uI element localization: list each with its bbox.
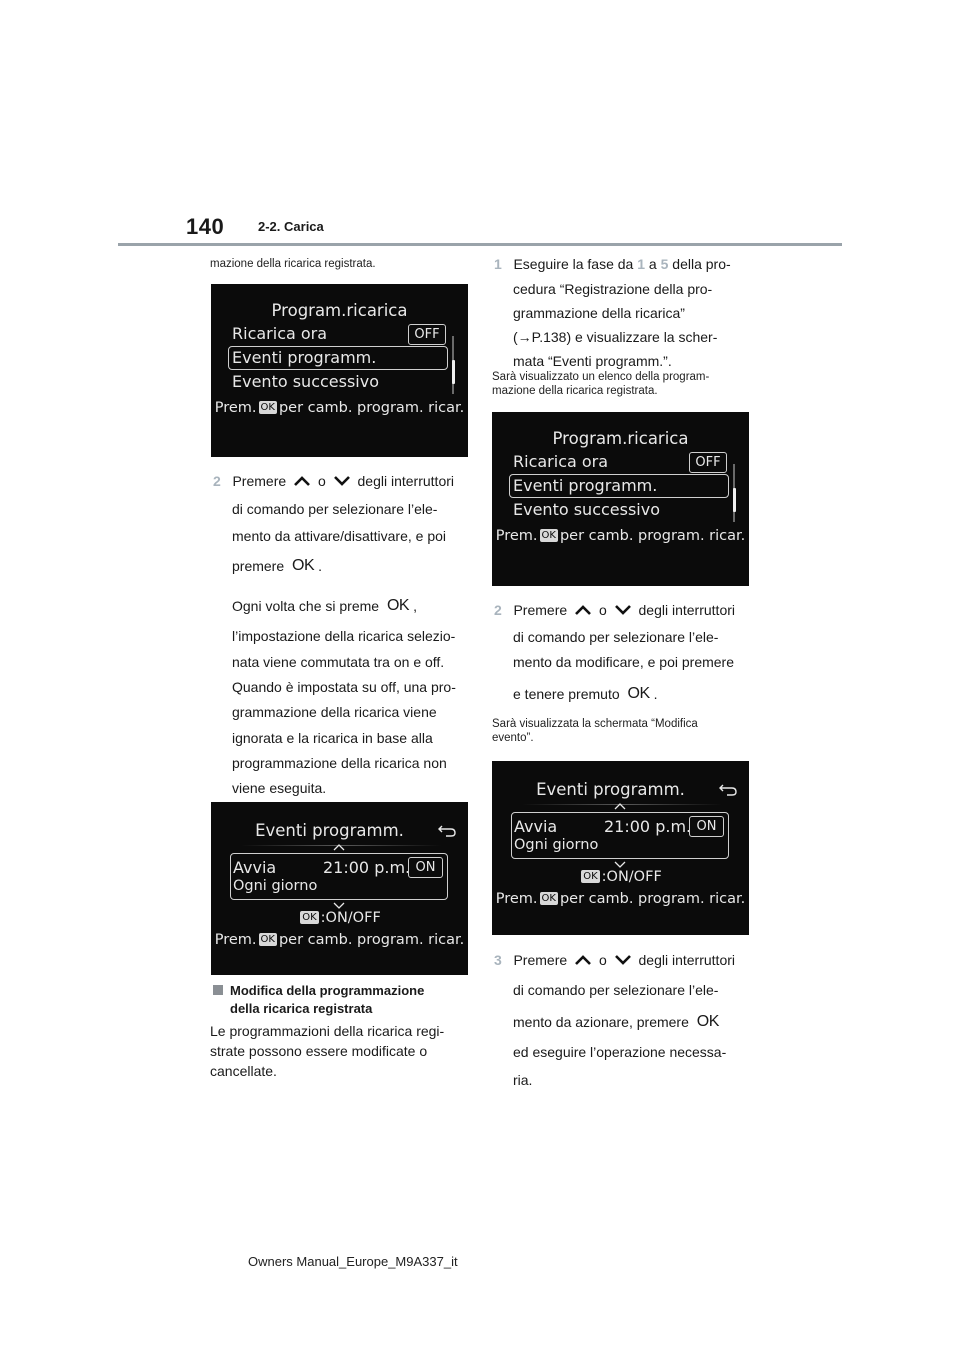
chevron-up-icon: [333, 844, 345, 851]
screen-state-pill: OFF: [689, 452, 727, 473]
ok-badge: OK: [541, 530, 556, 541]
screen-hint: [492, 869, 749, 885]
display-screen-event: [492, 761, 749, 935]
note-line: Sarà visualizzata la schermata “Modifica: [492, 718, 698, 730]
step-line: (→P.138) e visualizzare la scher-: [513, 329, 718, 345]
step-text: o: [598, 952, 607, 968]
footer-text: Prem.: [214, 400, 257, 416]
ok-badge: OK: [260, 402, 275, 413]
step-number: 2: [213, 473, 221, 489]
step-line: ria.: [513, 1072, 533, 1088]
section-title: 2-2. Carica: [258, 219, 324, 234]
back-icon: [437, 824, 457, 838]
step-line: di comando per selezionare l’ele-: [513, 982, 719, 998]
step-text: o: [598, 602, 607, 618]
screen-item-events: Eventi programm.: [232, 348, 377, 367]
step-line: di comando per selezionare l’ele-: [232, 501, 438, 517]
ok-badge: OK: [302, 912, 317, 923]
screen-item-events: Eventi programm.: [513, 476, 658, 495]
event-name: Avvia: [233, 858, 277, 877]
step-text: degli interruttori: [357, 473, 455, 489]
footer-text: Prem.: [214, 932, 257, 948]
step-ref-number: 5: [660, 256, 669, 272]
screen-item-next-event: Evento successivo: [513, 500, 660, 519]
screen-item-charge-now: Ricarica ora: [513, 452, 609, 471]
step-text: degli interruttori: [638, 602, 736, 618]
step-line: viene eseguita.: [232, 780, 327, 796]
chevron-up-icon: [573, 604, 593, 616]
event-time: 21:00 p.m.: [323, 858, 411, 877]
step-text: Eseguire la fase da: [513, 256, 634, 272]
step-line: programmazione della ricarica non: [232, 755, 447, 771]
event-time: 21:00 p.m.: [604, 817, 692, 836]
footer-text: Prem.: [495, 891, 538, 907]
step-number: 1: [494, 256, 502, 272]
step-text: della pro-: [672, 256, 731, 272]
step-line: [513, 682, 658, 707]
chevron-up-icon: [614, 803, 626, 810]
display-screen-event: [211, 802, 468, 975]
step-text: e tenere premuto: [513, 686, 620, 702]
step-text: Premere: [513, 602, 568, 618]
step-text: o: [317, 473, 326, 489]
screen-title: Program.ricarica: [271, 301, 408, 320]
event-repeat: Ogni giorno: [514, 837, 599, 853]
paragraph-line: Le programmazioni della ricarica regi-: [210, 1023, 445, 1039]
screen-item-charge-now: Ricarica ora: [232, 324, 328, 343]
step-line: nata viene commutata tra on e off.: [232, 654, 445, 670]
step-text: Premere: [232, 473, 287, 489]
header-divider: [118, 243, 842, 246]
footer-text: per camb. program. ricar.: [559, 891, 746, 907]
ok-badge: OK: [583, 871, 598, 882]
page-number: 140: [186, 214, 225, 239]
document-footer: Owners Manual_Europe_M9A337_it: [248, 1254, 458, 1269]
screen-footer: [211, 400, 468, 416]
step-line: mento da modificare, e poi premere: [513, 654, 734, 670]
step-line: ed eseguire l’operazione necessa-: [513, 1044, 727, 1060]
paragraph-line: cancellate.: [210, 1063, 277, 1079]
chevron-down-icon: [614, 861, 626, 868]
screen-title: Eventi programm.: [536, 780, 685, 799]
display-screen-list: [211, 284, 468, 457]
step-line: [232, 594, 417, 619]
step-text: Ogni volta che si preme: [232, 598, 380, 614]
step-line: [232, 554, 322, 579]
chevron-down-icon: [613, 604, 633, 616]
step-text: a: [648, 256, 657, 272]
ok-button-icon: OK: [386, 597, 410, 614]
event-state-pill: ON: [408, 857, 443, 878]
ok-badge: OK: [541, 893, 556, 904]
intro-text: mazione della ricarica registrata.: [210, 258, 376, 270]
step-line: [213, 469, 454, 494]
scrollbar-thumb: [733, 488, 736, 512]
step-line: di comando per selezionare l’ele-: [513, 629, 719, 645]
chevron-down-icon: [333, 902, 345, 909]
step-text: premere: [232, 558, 285, 574]
hint-text: :ON/OFF: [601, 869, 662, 885]
section-heading: [213, 982, 424, 1000]
event-name: Avvia: [514, 817, 558, 836]
note-line: mazione della ricarica registrata.: [492, 385, 658, 397]
hint-text: :ON/OFF: [320, 910, 381, 926]
step-line: grammazione della ricarica”: [513, 305, 685, 321]
scrollbar-thumb: [452, 360, 455, 384]
step-line: cedura “Registrazione della pro-: [513, 281, 713, 297]
step-line: mata “Eventi programm.”.: [513, 353, 672, 369]
screen-state-pill: OFF: [408, 324, 446, 345]
step-text: .: [318, 558, 323, 574]
ok-button-icon: OK: [696, 1013, 719, 1030]
display-screen-list: [492, 412, 749, 586]
step-text: mento da azionare, premere: [513, 1014, 689, 1030]
paragraph-line: strate possono essere modificate o: [210, 1043, 428, 1059]
screen-footer: [211, 932, 468, 948]
footer-text: Prem.: [495, 528, 538, 544]
screen-item-next-event: Evento successivo: [232, 372, 379, 391]
heading-text: Modifica della programmazione: [230, 983, 425, 998]
ok-badge: OK: [260, 934, 275, 945]
step-line: Quando è impostata su off, una pro-: [232, 679, 456, 695]
chevron-up-icon: [573, 954, 593, 966]
step-line: [494, 598, 735, 623]
step-line: l’impostazione della ricarica selezio-: [232, 628, 456, 644]
step-number: 2: [494, 602, 502, 618]
screen-title: Program.ricarica: [552, 429, 689, 448]
event-repeat: Ogni giorno: [233, 878, 318, 894]
step-line: grammazione della ricarica viene: [232, 704, 437, 720]
step-ref-number: 1: [637, 256, 646, 272]
step-line: [494, 948, 735, 973]
heading-marker: [213, 985, 223, 995]
step-line: ignorata e la ricarica in base alla: [232, 730, 433, 746]
step-text: Premere: [513, 952, 568, 968]
ok-button-icon: OK: [292, 557, 315, 574]
chevron-down-icon: [613, 954, 633, 966]
step-line: [513, 1010, 723, 1035]
note-line: Sarà visualizzato un elenco della program-: [492, 371, 710, 383]
footer-text: per camb. program. ricar.: [278, 932, 465, 948]
step-number: 3: [494, 952, 502, 968]
screen-title: Eventi programm.: [255, 821, 404, 840]
back-icon: [718, 783, 738, 797]
chevron-down-icon: [332, 475, 352, 487]
footer-text: per camb. program. ricar.: [559, 528, 746, 544]
step-line: [494, 252, 731, 277]
step-text: degli interruttori: [638, 952, 736, 968]
screen-footer: [492, 891, 749, 907]
step-line: mento da attivare/disattivare, e poi: [232, 528, 447, 544]
note-line: evento”.: [492, 732, 534, 744]
event-state-pill: ON: [689, 816, 724, 837]
screen-hint: [211, 910, 468, 926]
chevron-up-icon: [292, 475, 312, 487]
section-heading: della ricarica registrata: [230, 1001, 373, 1016]
step-text: .: [653, 686, 658, 702]
screen-footer: [492, 528, 749, 544]
footer-text: per camb. program. ricar.: [278, 400, 465, 416]
ok-button-icon: OK: [627, 685, 650, 702]
step-text: ,: [413, 598, 417, 614]
